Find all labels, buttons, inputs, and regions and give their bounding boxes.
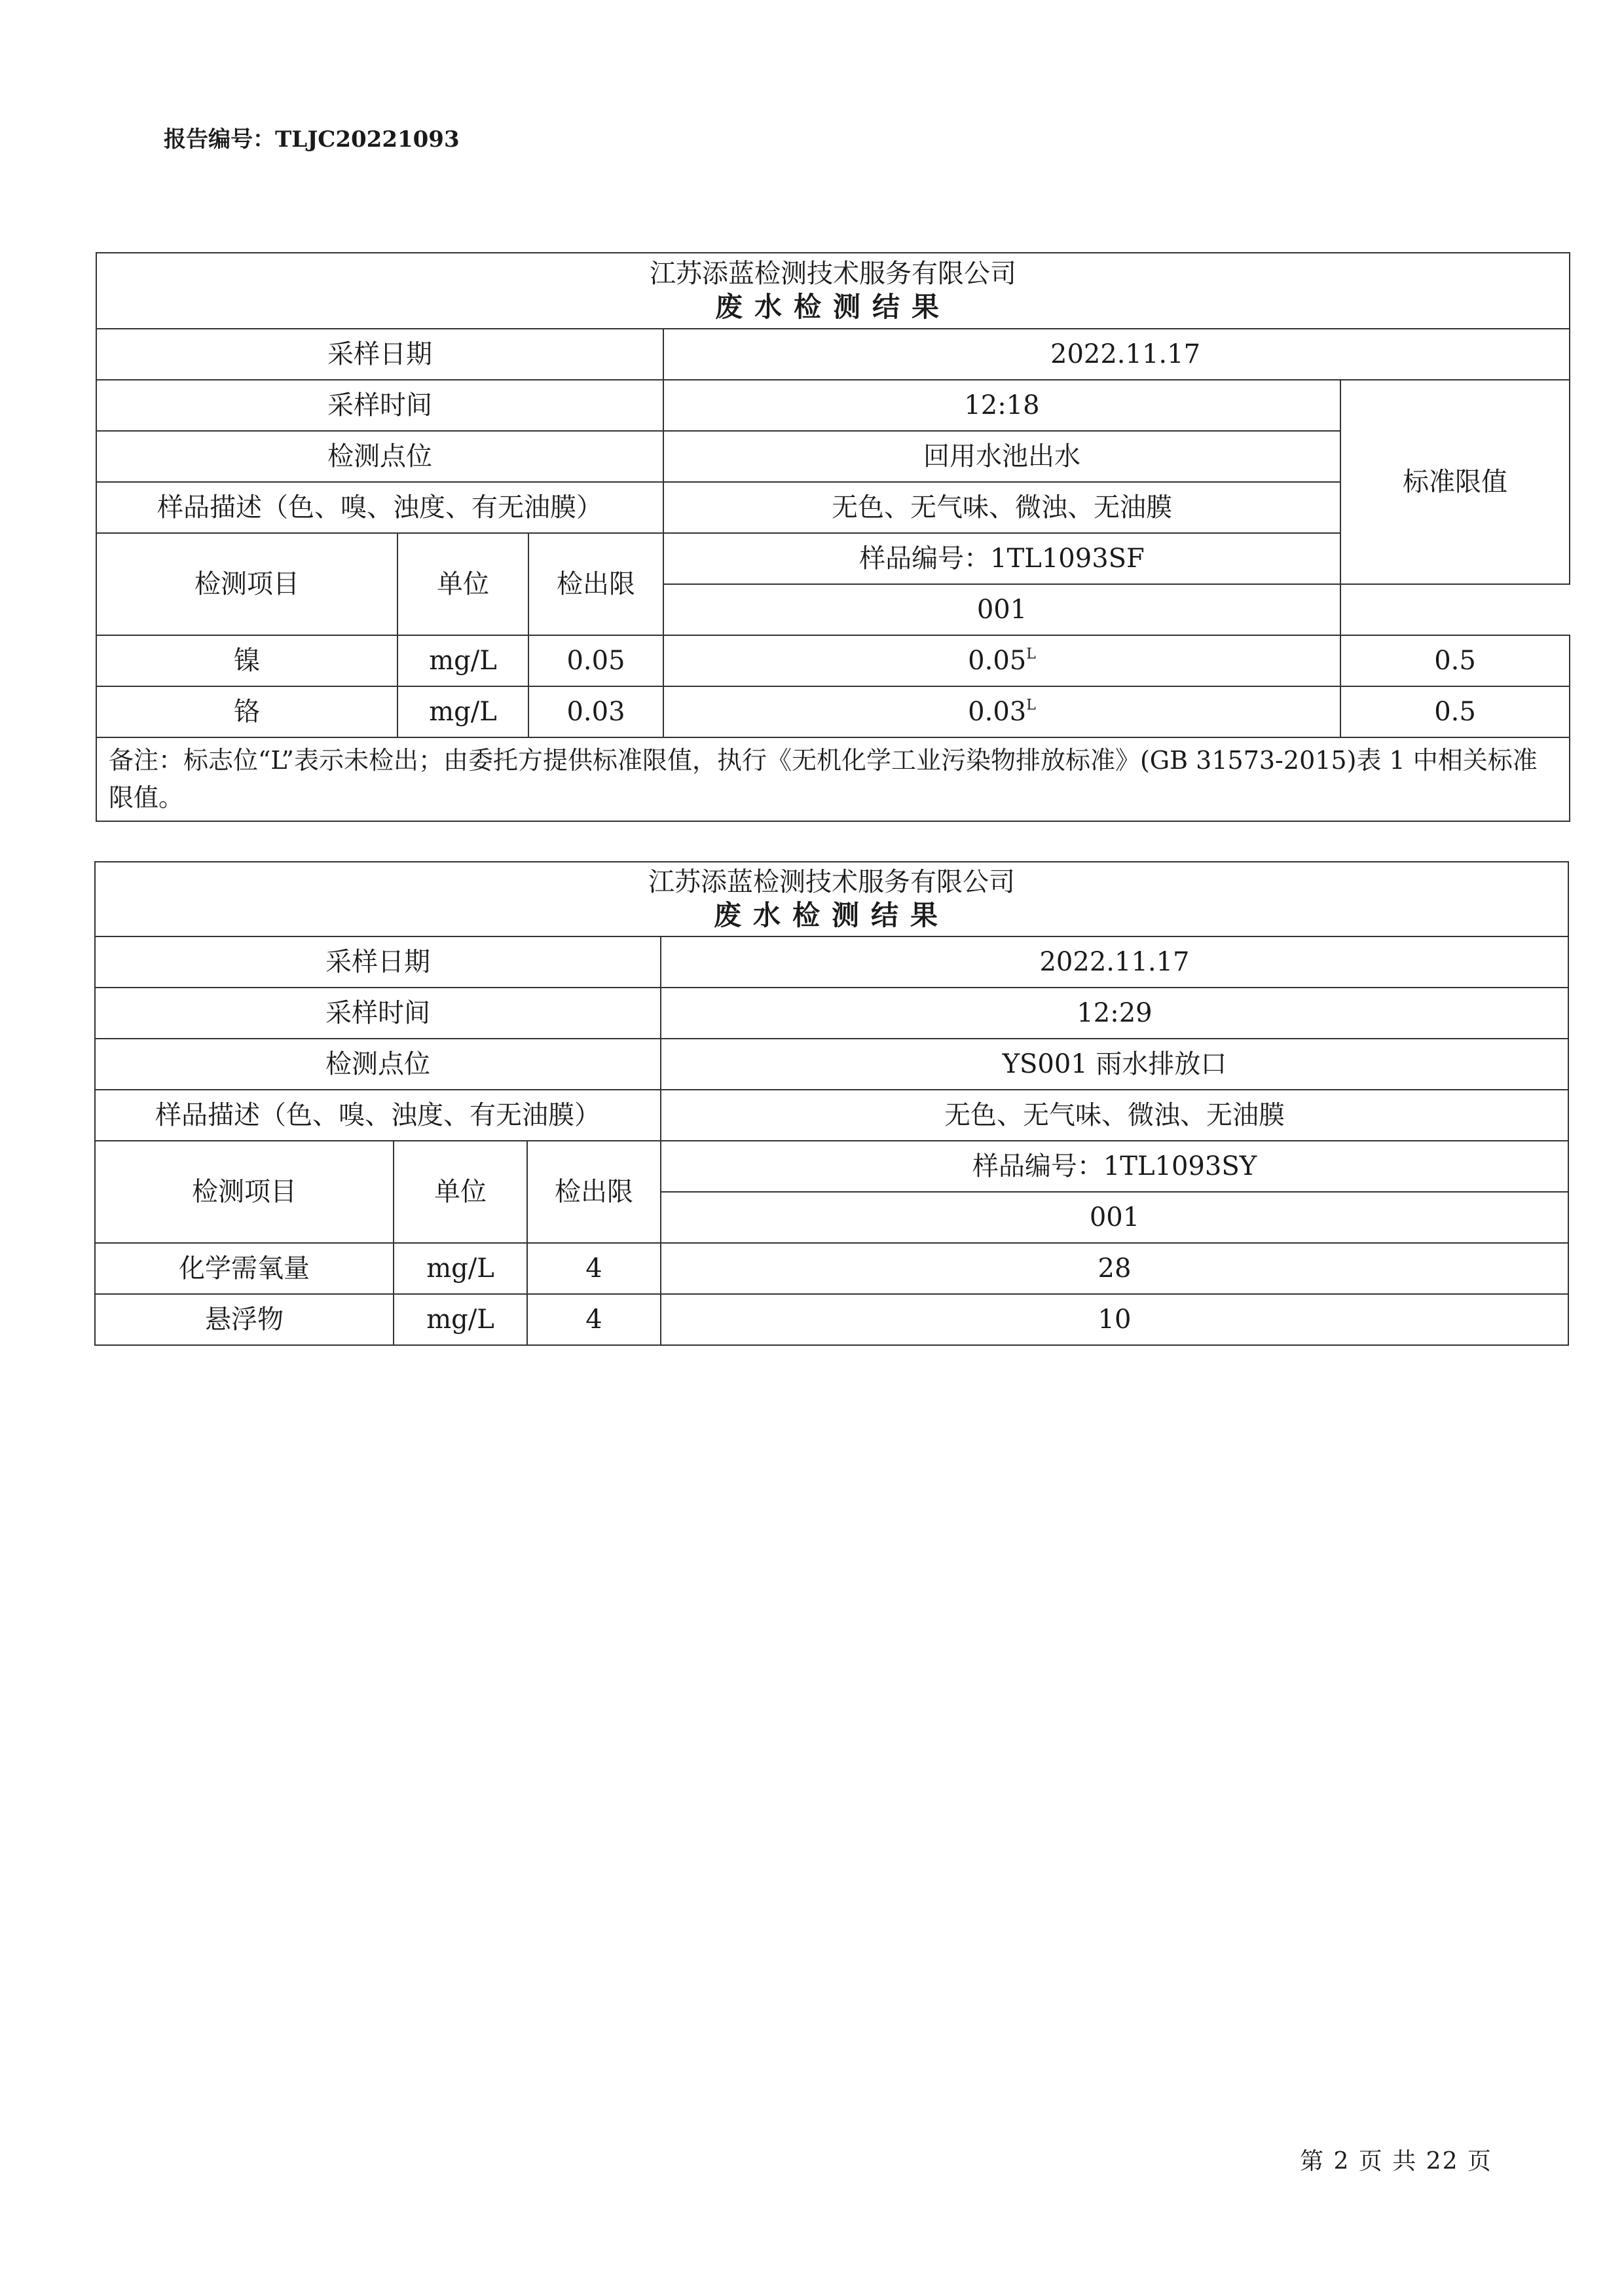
- value-number: 0.05: [968, 646, 1027, 676]
- label-unit: 单位: [397, 533, 528, 635]
- wastewater-result-table-1: [96, 252, 1570, 822]
- sample-number: 样品编号：1TL1093SF: [663, 533, 1340, 584]
- label-sample-description: 样品描述（色、嗅、浊度、有无油膜）: [96, 482, 663, 533]
- test-item: 化学需氧量: [95, 1243, 394, 1294]
- report-number: 报告编号：TLJC20221093: [164, 126, 460, 153]
- sampling-time: 12:29: [661, 988, 1568, 1039]
- detection-limit: 0.03: [528, 686, 663, 737]
- test-item: 镍: [96, 635, 397, 686]
- detection-limit: 0.05: [528, 635, 663, 686]
- label-sampling-point: 检测点位: [96, 431, 663, 482]
- table-title: 废水检测结果: [713, 898, 950, 931]
- unit: mg/L: [394, 1294, 527, 1345]
- table-row: [96, 635, 1570, 686]
- test-item: 悬浮物: [95, 1294, 394, 1345]
- table-row: [95, 1294, 1568, 1345]
- label-sampling-time: 采样时间: [96, 380, 663, 431]
- test-item: 铬: [96, 686, 397, 737]
- sample-sequence: 001: [663, 584, 1340, 635]
- table-note: 备注：标志位“L”表示未检出；由委托方提供标准限值，执行《无机化学工业污染物排放标准》(GB 31573-2015)表 1 中相关标准限值。: [96, 737, 1570, 821]
- label-sampling-date: 采样日期: [95, 936, 661, 988]
- sampling-point: YS001 雨水排放口: [661, 1039, 1568, 1090]
- sampling-point: 回用水池出水: [663, 431, 1340, 482]
- result-value: 28: [661, 1243, 1568, 1294]
- standard-limit: 0.5: [1340, 635, 1570, 686]
- label-detection-limit: 检出限: [528, 533, 663, 635]
- table-header: [96, 253, 1570, 329]
- table-title: 废水检测结果: [715, 290, 951, 323]
- label-unit: 单位: [394, 1141, 527, 1243]
- standard-limit: 0.5: [1340, 686, 1570, 737]
- sampling-time: 12:18: [663, 380, 1340, 431]
- not-detected-flag: L: [1026, 697, 1036, 714]
- value-number: 0.03: [968, 697, 1027, 727]
- label-sampling-date: 采样日期: [96, 329, 663, 380]
- detection-limit: 4: [527, 1294, 661, 1345]
- label-test-item: 检测项目: [96, 533, 397, 635]
- not-detected-flag: L: [1026, 646, 1036, 663]
- wastewater-result-table-2: [94, 861, 1569, 1346]
- table-row: [95, 1243, 1568, 1294]
- result-value: [663, 686, 1340, 737]
- label-detection-limit: 检出限: [527, 1141, 661, 1243]
- result-value: 10: [661, 1294, 1568, 1345]
- label-standard-limit: 标准限值: [1340, 380, 1570, 584]
- label-sampling-time: 采样时间: [95, 988, 661, 1039]
- company-name: 江苏添蓝检测技术服务有限公司: [648, 866, 1015, 897]
- sample-sequence: 001: [661, 1192, 1568, 1243]
- label-test-item: 检测项目: [95, 1141, 394, 1243]
- unit: mg/L: [397, 635, 528, 686]
- unit: mg/L: [394, 1243, 527, 1294]
- unit: mg/L: [397, 686, 528, 737]
- sampling-date: 2022.11.17: [661, 936, 1568, 988]
- table-header: [95, 862, 1568, 936]
- label-sample-description: 样品描述（色、嗅、浊度、有无油膜）: [95, 1090, 661, 1141]
- sample-number: 样品编号：1TL1093SY: [661, 1141, 1568, 1192]
- sampling-date: 2022.11.17: [663, 329, 1570, 380]
- result-value: [663, 635, 1340, 686]
- detection-limit: 4: [527, 1243, 661, 1294]
- sample-description: 无色、无气味、微浊、无油膜: [663, 482, 1340, 533]
- sample-description: 无色、无气味、微浊、无油膜: [661, 1090, 1568, 1141]
- table-row: [96, 686, 1570, 737]
- page-number: 第 2 页 共 22 页: [1300, 2148, 1492, 2175]
- label-sampling-point: 检测点位: [95, 1039, 661, 1090]
- company-name: 江苏添蓝检测技术服务有限公司: [650, 258, 1017, 289]
